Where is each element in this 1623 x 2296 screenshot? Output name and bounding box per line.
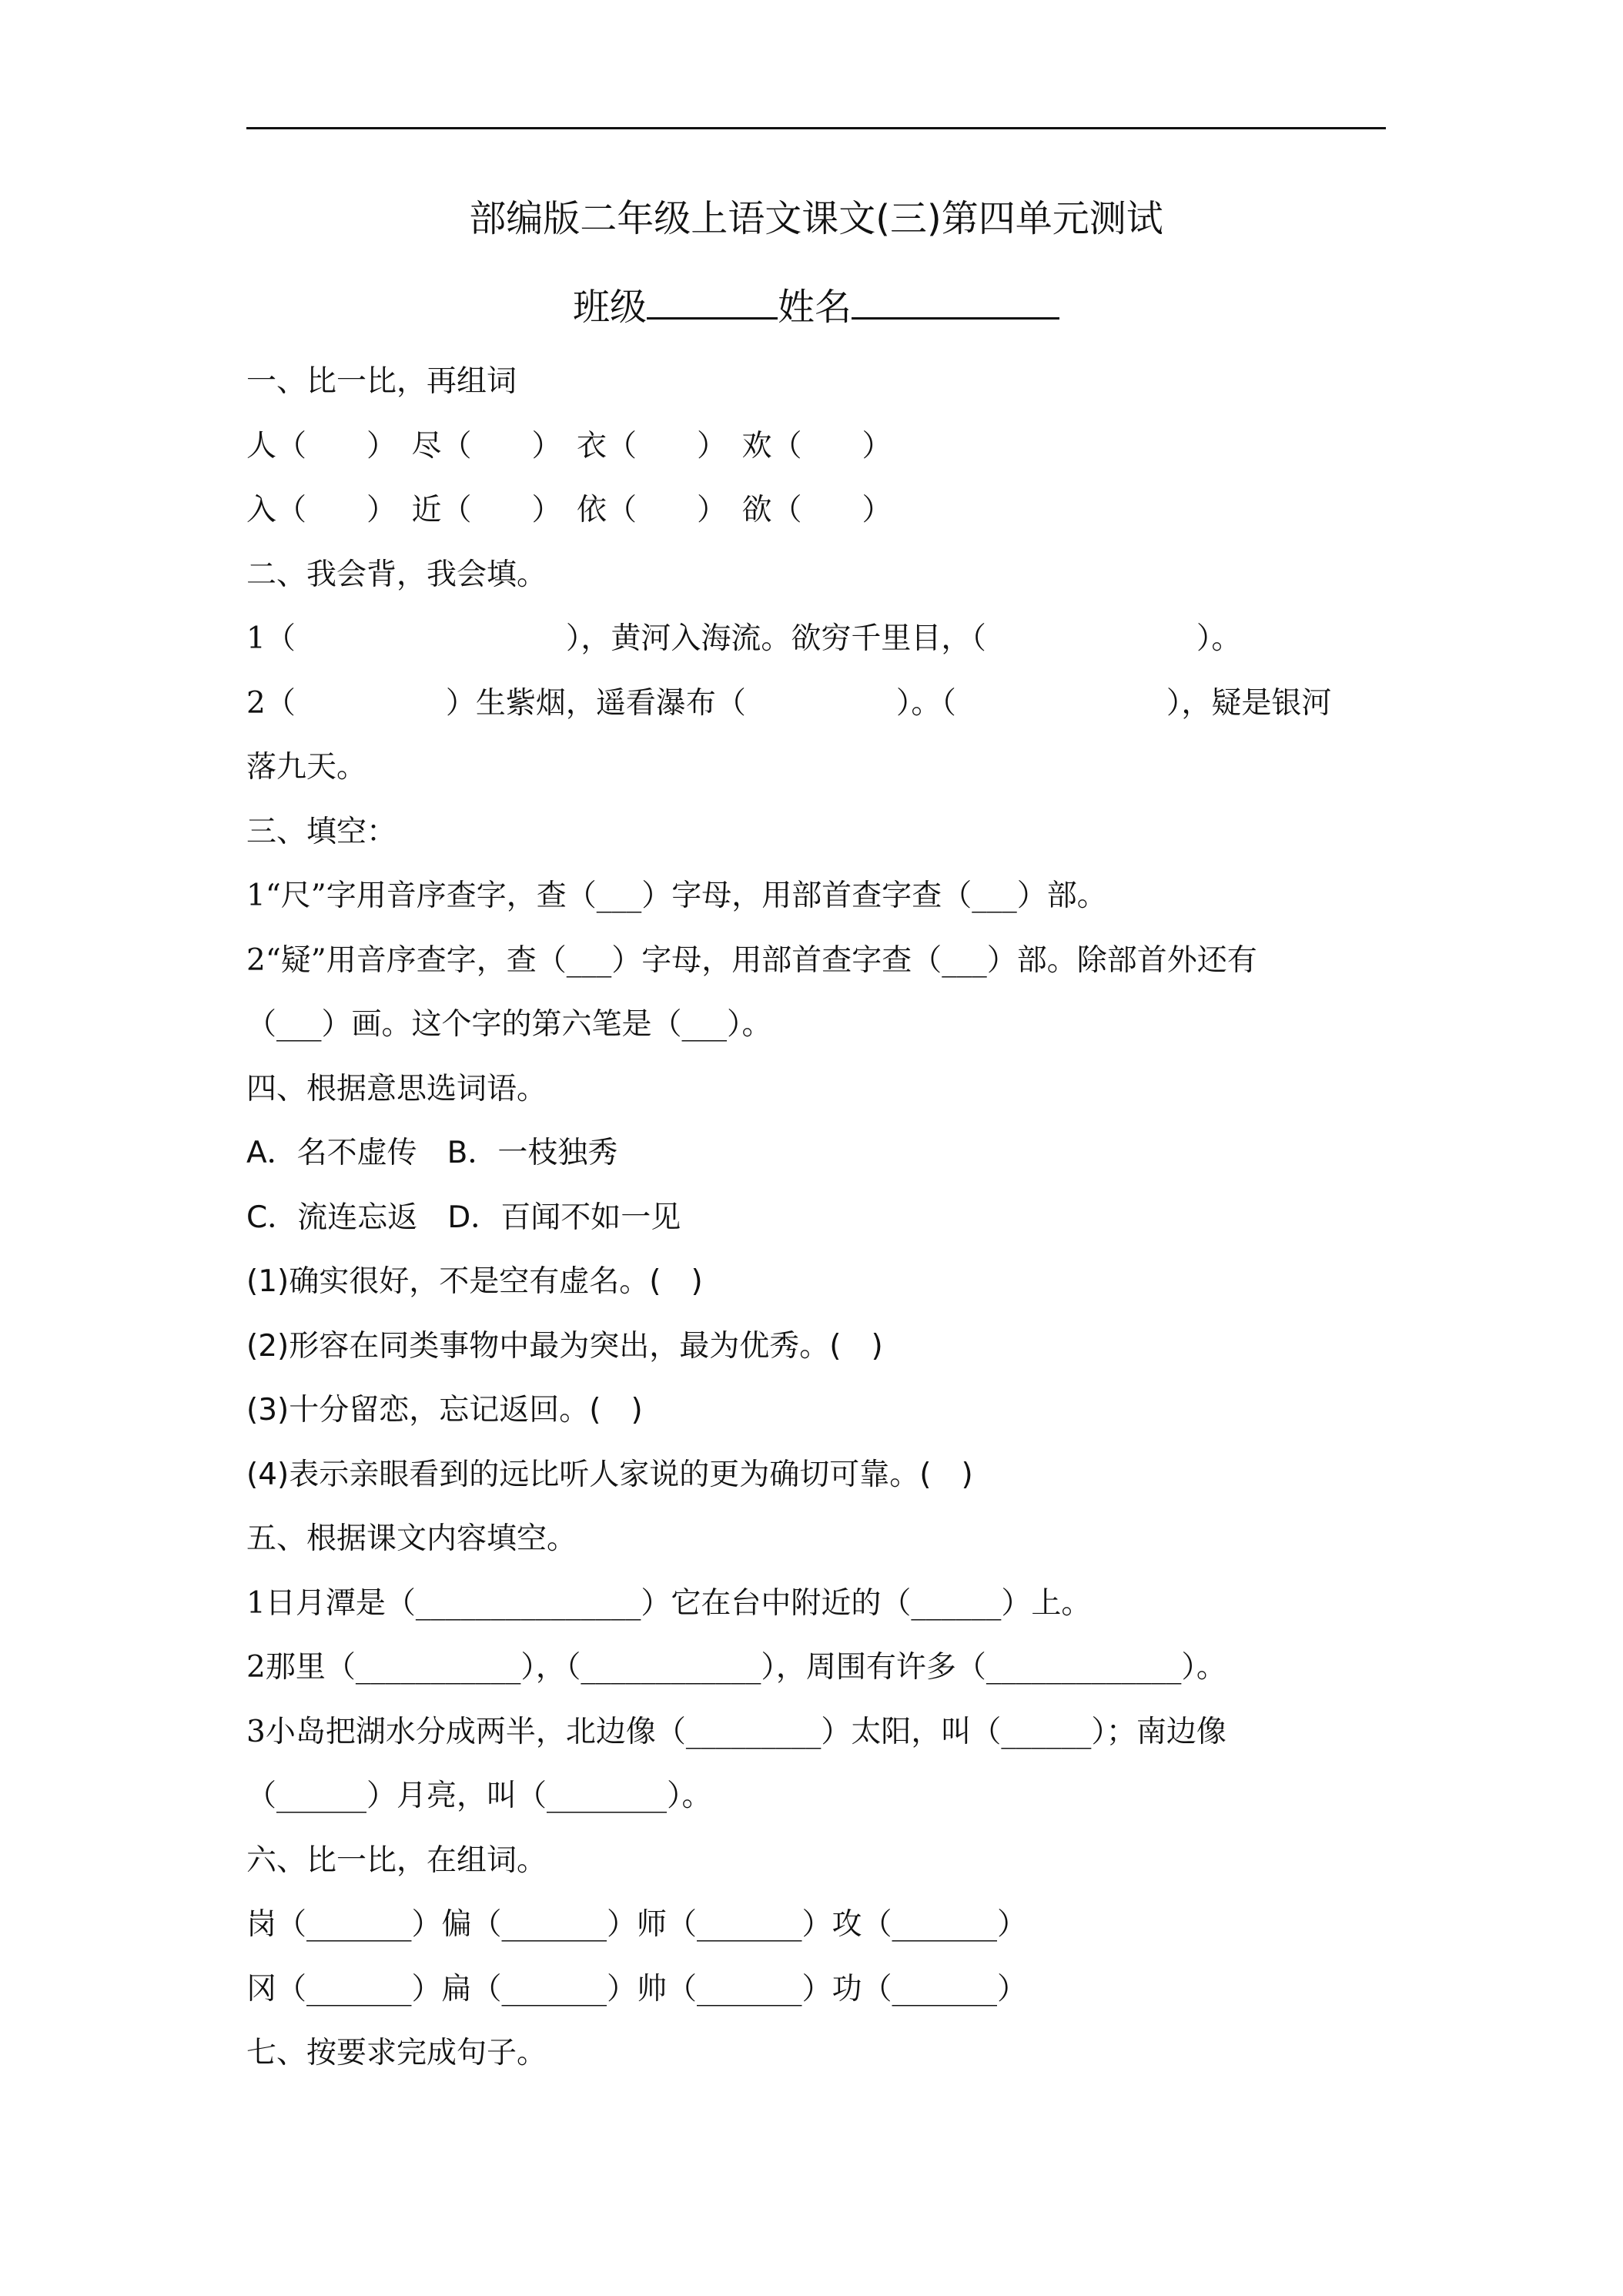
question-line: 落九天。 (246, 750, 367, 785)
name-blank[interactable] (852, 283, 1059, 320)
option-line: C．流连忘返 D．百闻不如一见 (246, 1200, 681, 1235)
question-line: 岗（_______）偏（_______）师（_______）攻（_______） (246, 1907, 1028, 1942)
page-title: 部编版二年级上语文课文(三)第四单元测试 (469, 197, 1163, 240)
question-line: 冈（_______）扁（_______）帅（_______）功（_______） (246, 1971, 1028, 2006)
question-line: (2)形容在同类事物中最为突出，最为优秀。( ) (246, 1328, 883, 1364)
question-line: 人（ ） 尽（ ） 衣（ ） 欢（ ） (246, 428, 892, 464)
question-line: (4)表示亲眼看到的远比听人家说的更为确切可靠。( ) (246, 1457, 973, 1492)
question-lines (246, 350, 1386, 2086)
section-heading-7: 七、按要求完成句子。 (246, 2036, 547, 2070)
question-line: 3小岛把湖水分成两半，北边像（_________）太阳，叫（______）；南边像 (246, 1714, 1226, 1749)
question-line: （______）月亮，叫（________）。 (246, 1779, 712, 1813)
header-rule (246, 127, 1386, 129)
question-line: 2（ ）生紫烟，遥看瀑布（ ）。（ ），疑是银河 (246, 685, 1332, 721)
section-heading-6: 六、比一比，在组词。 (246, 1842, 547, 1878)
worksheet (246, 185, 1386, 2086)
section-heading-1: 一、比一比，再组词 (246, 364, 517, 399)
name-label: 姓名 (778, 286, 852, 329)
section-heading-3: 三、填空： (246, 814, 397, 849)
option-line: A．名不虚传 B．一枝独秀 (246, 1136, 618, 1170)
question-line: (1)确实很好，不是空有虚名。( ) (246, 1264, 703, 1299)
question-line: 2“疑”用音序查字，查（___）字母，用部首查字查（___）部。除部首外还有 (246, 942, 1257, 978)
question-line: 1“尺”字用音序查字，查（___）字母，用部首查字查（___）部。 (246, 879, 1107, 913)
question-line: 入（ ） 近（ ） 依（ ） 欲（ ） (246, 493, 892, 527)
section-heading-2: 二、我会背，我会填。 (246, 557, 547, 592)
section-heading-4: 四、根据意思选词语。 (246, 1071, 547, 1106)
class-blank[interactable] (647, 283, 778, 320)
question-line: 2那里（___________），（____________），周围有许多（_____________）。 (246, 1650, 1226, 1685)
question-line: （___）画。这个字的第六笔是（___）。 (246, 1007, 772, 1042)
question-line: (3)十分留恋，忘记返回。( ) (246, 1393, 643, 1427)
question-line: 1（ ），黄河入海流。欲穷千里目，（ ）。 (246, 621, 1242, 656)
class-label: 班级 (572, 286, 647, 329)
student-info-line (246, 277, 1386, 329)
section-heading-5: 五、根据课文内容填空。 (246, 1521, 577, 1556)
question-line: 1日月潭是（_______________）它在台中附近的（______）上。 (246, 1585, 1092, 1621)
